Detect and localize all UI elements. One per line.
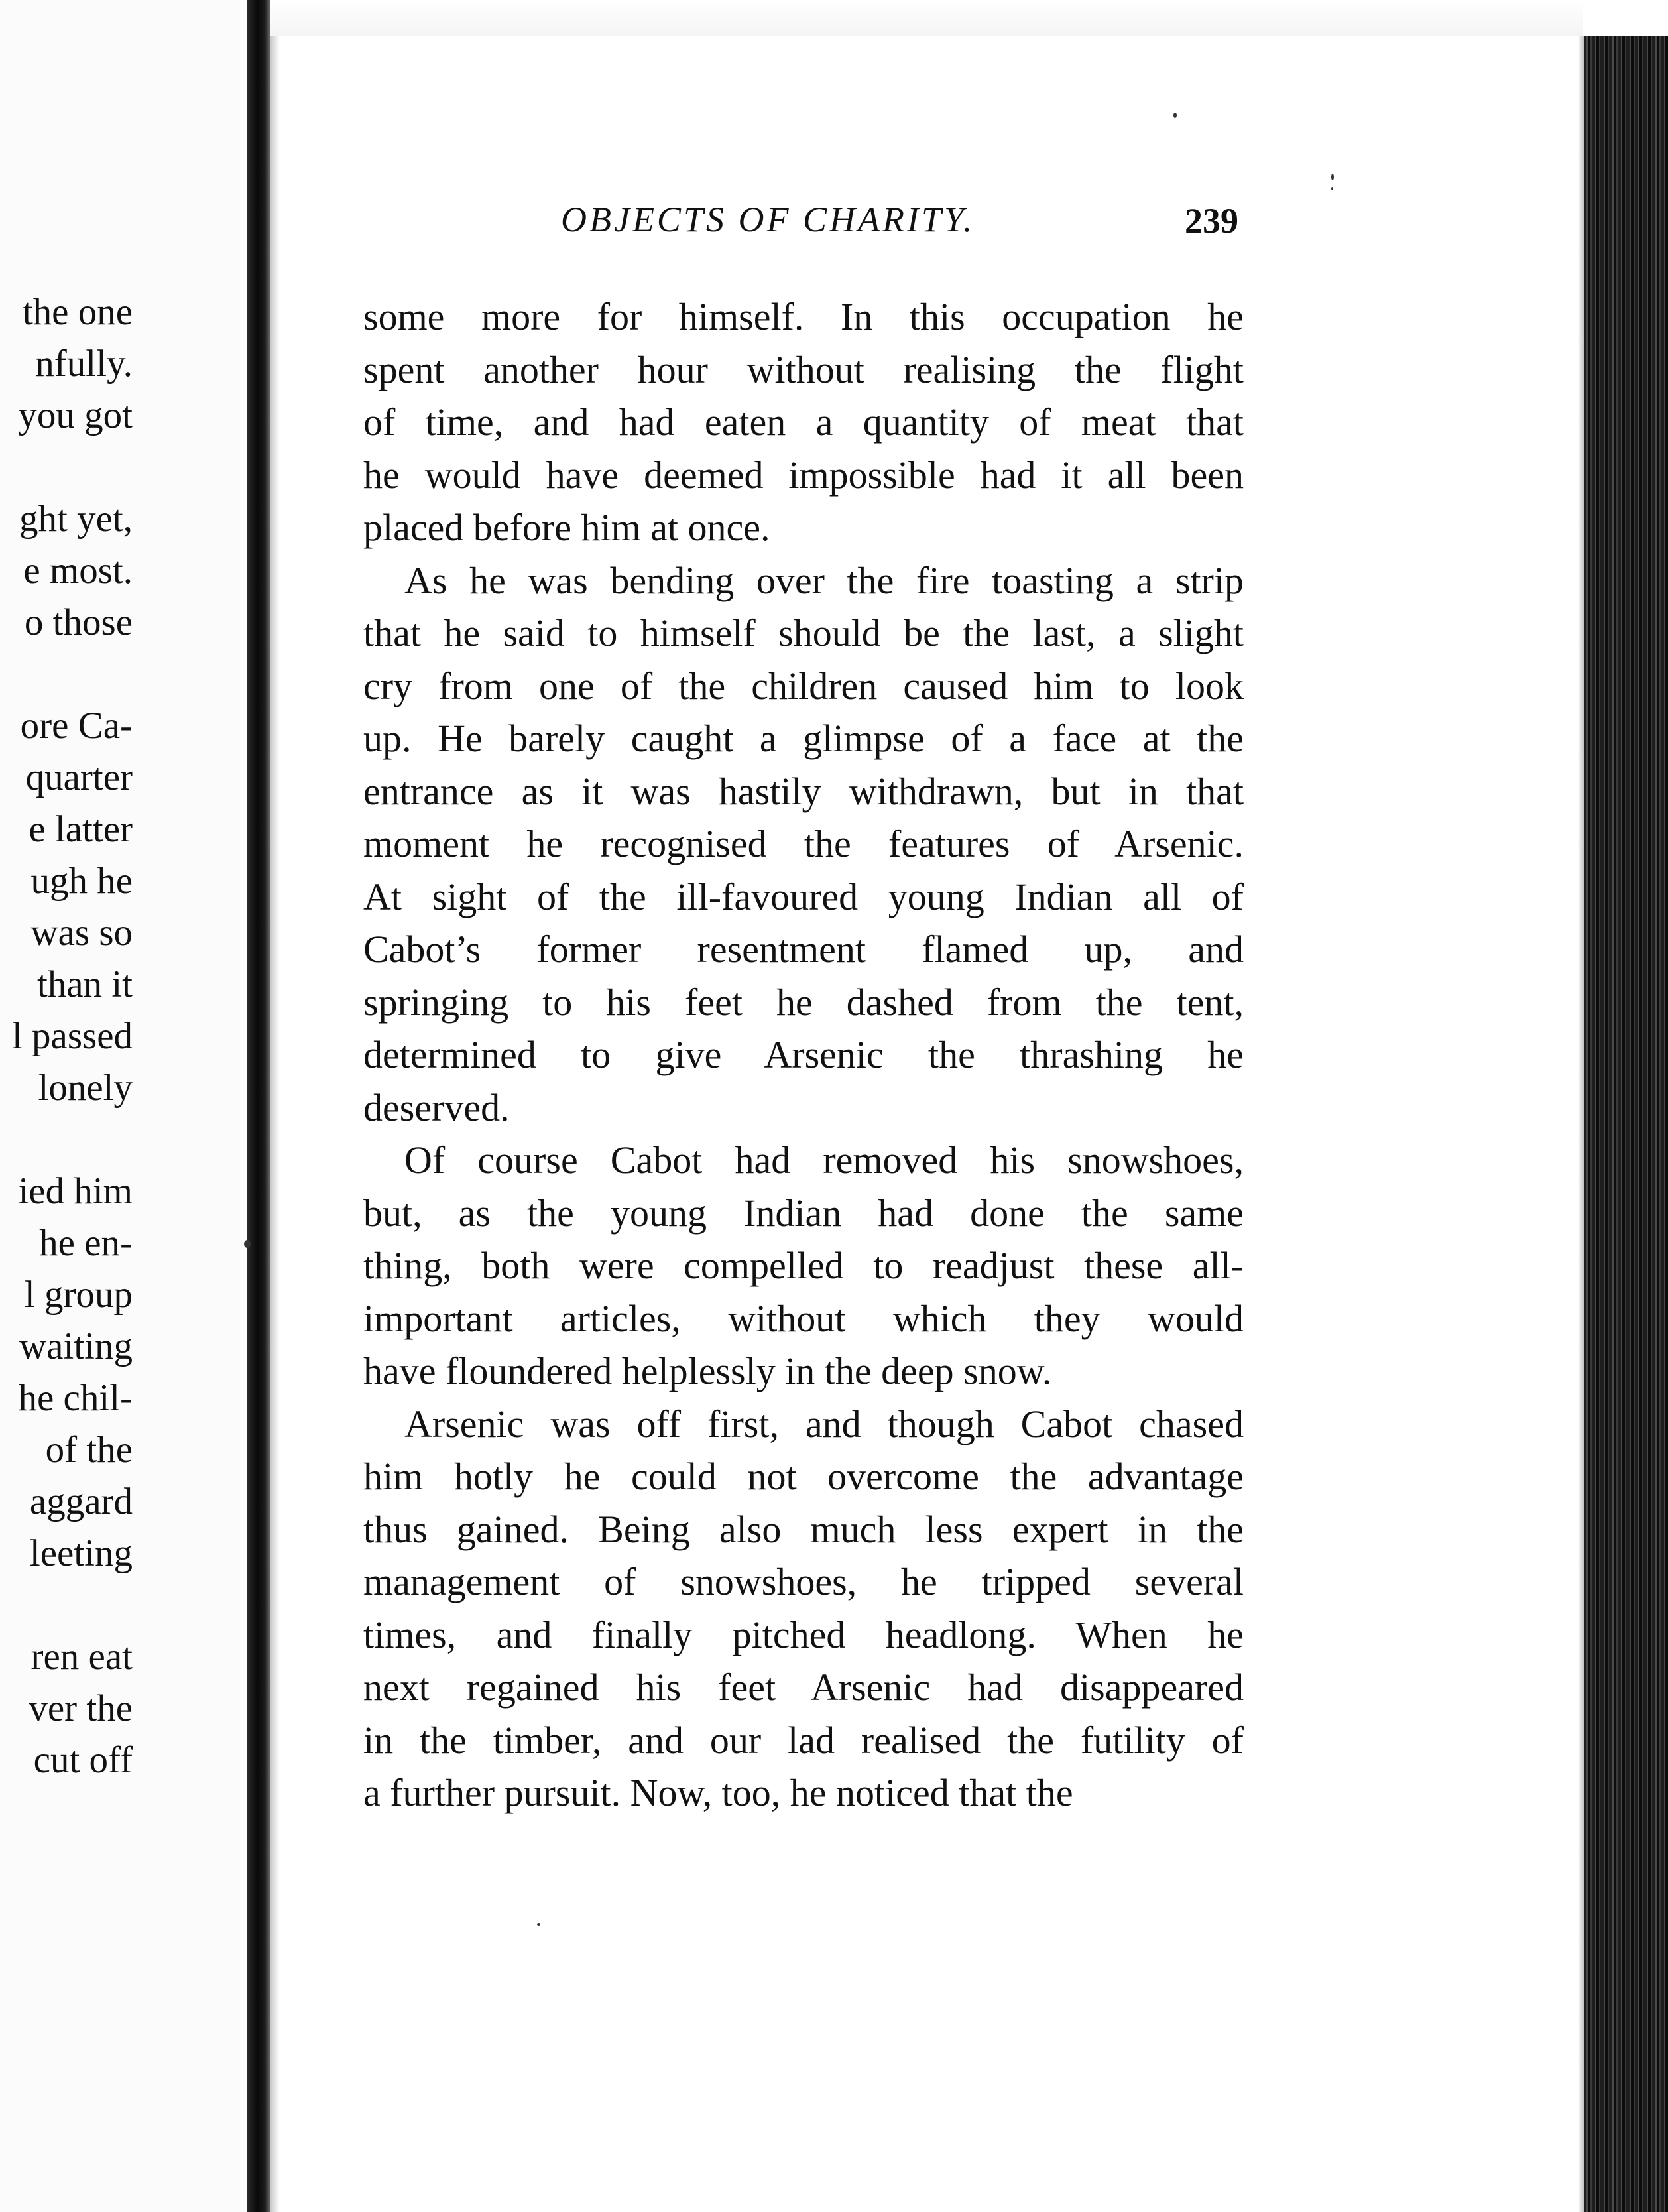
page-block-edges bbox=[1583, 36, 1668, 2212]
text-line: that he said to himself should be the last, a slight bbox=[363, 611, 1244, 654]
previous-page-line bbox=[12, 648, 133, 700]
paper-speck bbox=[244, 1240, 251, 1248]
previous-page-line: aggard bbox=[29, 1481, 133, 1522]
previous-page-line: cut off bbox=[33, 1739, 133, 1781]
previous-page-line: nfully. bbox=[35, 343, 133, 385]
text-line: of time, and had eaten a quantity of meat that bbox=[363, 400, 1244, 444]
text-line: up. He barely caught a glimpse of a face at the bbox=[363, 717, 1244, 760]
previous-page-line: ver the bbox=[29, 1688, 133, 1729]
running-header bbox=[530, 199, 1246, 252]
text-line: have floundered helplessly in the deep snow. bbox=[363, 1349, 1052, 1392]
text-line: thus gained. Being also much less expert in the bbox=[363, 1507, 1244, 1551]
text-line: him hotly he could not overcome the advantage bbox=[363, 1455, 1244, 1498]
paper-speck bbox=[1331, 187, 1333, 190]
text-line: deserved. bbox=[363, 1085, 510, 1129]
text-line: in the timber, and our lad realised the futility of bbox=[363, 1718, 1244, 1762]
text-line: he would have deemed impossible had it all been bbox=[363, 453, 1244, 497]
previous-page-text bbox=[12, 286, 133, 1786]
paragraph bbox=[363, 1134, 1244, 1398]
previous-page-line: waiting bbox=[19, 1325, 133, 1367]
book-gutter bbox=[247, 0, 270, 2212]
text-line: but, as the young Indian had done the same bbox=[363, 1191, 1244, 1235]
previous-page-line: ght yet, bbox=[19, 498, 133, 540]
paragraph bbox=[363, 554, 1244, 1135]
text-line: placed before him at once. bbox=[363, 506, 770, 549]
previous-page-line: you got bbox=[18, 395, 133, 436]
running-title: OBJECTS OF CHARITY. bbox=[561, 200, 975, 239]
text-line: Of course Cabot had removed his snowshoes, bbox=[404, 1138, 1244, 1182]
previous-page-line: lonely bbox=[38, 1067, 133, 1109]
text-line: moment he recognised the features of Arsenic. bbox=[363, 822, 1244, 865]
previous-page-line: e latter bbox=[29, 808, 133, 850]
text-line: springing to his feet he dashed from the tent, bbox=[363, 980, 1244, 1024]
text-line: entrance as it was hastily withdrawn, but in that bbox=[363, 769, 1244, 813]
previous-page-line: ore Ca- bbox=[20, 705, 133, 747]
previous-page-line: the one bbox=[22, 291, 133, 333]
previous-page-line: o those bbox=[24, 601, 133, 643]
text-line: some more for himself. In this occupation he bbox=[363, 295, 1244, 338]
page-top-margin bbox=[270, 0, 1590, 36]
paragraph bbox=[363, 1398, 1244, 1819]
previous-page-line bbox=[12, 1579, 133, 1631]
previous-page-line: was so bbox=[30, 912, 133, 953]
text-line: management of snowshoes, he tripped several bbox=[363, 1560, 1244, 1603]
previous-page-line: l passed bbox=[11, 1015, 133, 1057]
previous-page-line: he chil- bbox=[18, 1377, 133, 1419]
body-text bbox=[363, 290, 1244, 1819]
previous-page-line: ren eat bbox=[30, 1636, 133, 1678]
previous-page-line: leeting bbox=[29, 1532, 133, 1574]
text-line: important articles, without which they would bbox=[363, 1296, 1244, 1340]
paragraph bbox=[363, 290, 1244, 554]
previous-page-fragment bbox=[0, 0, 247, 2212]
paper-speck bbox=[1173, 113, 1177, 118]
text-line: As he was bending over the fire toasting a strip bbox=[404, 558, 1244, 602]
page-block-top bbox=[1583, 0, 1668, 36]
text-line: thing, both were compelled to readjust these all- bbox=[363, 1244, 1244, 1287]
text-line: Arsenic was off first, and though Cabot chased bbox=[404, 1402, 1244, 1445]
text-line: next regained his feet Arsenic had disappeared bbox=[363, 1666, 1244, 1709]
text-line: At sight of the ill-favoured young Indian all of bbox=[363, 875, 1244, 918]
previous-page-line: he en- bbox=[39, 1222, 133, 1264]
previous-page-line: ied him bbox=[18, 1170, 133, 1212]
text-line: Cabot’s former resentment flamed up, and bbox=[363, 928, 1244, 971]
paper-speck bbox=[1331, 174, 1334, 180]
previous-page-line bbox=[12, 1114, 133, 1166]
paper-speck bbox=[537, 1923, 540, 1926]
previous-page-line: than it bbox=[36, 963, 133, 1005]
gutter-shadow bbox=[270, 0, 280, 2212]
page-edge-highlight bbox=[1578, 36, 1584, 2212]
page-number: 239 bbox=[1185, 201, 1238, 241]
previous-page-line: ugh he bbox=[30, 860, 133, 902]
text-line: determined to give Arsenic the thrashing he bbox=[363, 1033, 1244, 1076]
previous-page-line: of the bbox=[45, 1429, 133, 1471]
text-line: a further pursuit. Now, too, he noticed that the bbox=[363, 1771, 1073, 1814]
text-line: cry from one of the children caused him to look bbox=[363, 664, 1244, 707]
previous-page-line: l group bbox=[24, 1274, 133, 1316]
text-line: spent another hour without realising the flight bbox=[363, 347, 1244, 391]
previous-page-line: e most. bbox=[23, 550, 133, 591]
previous-page-line: quarter bbox=[25, 757, 133, 798]
previous-page-line bbox=[12, 442, 133, 493]
text-line: times, and finally pitched headlong. When he bbox=[363, 1613, 1244, 1656]
